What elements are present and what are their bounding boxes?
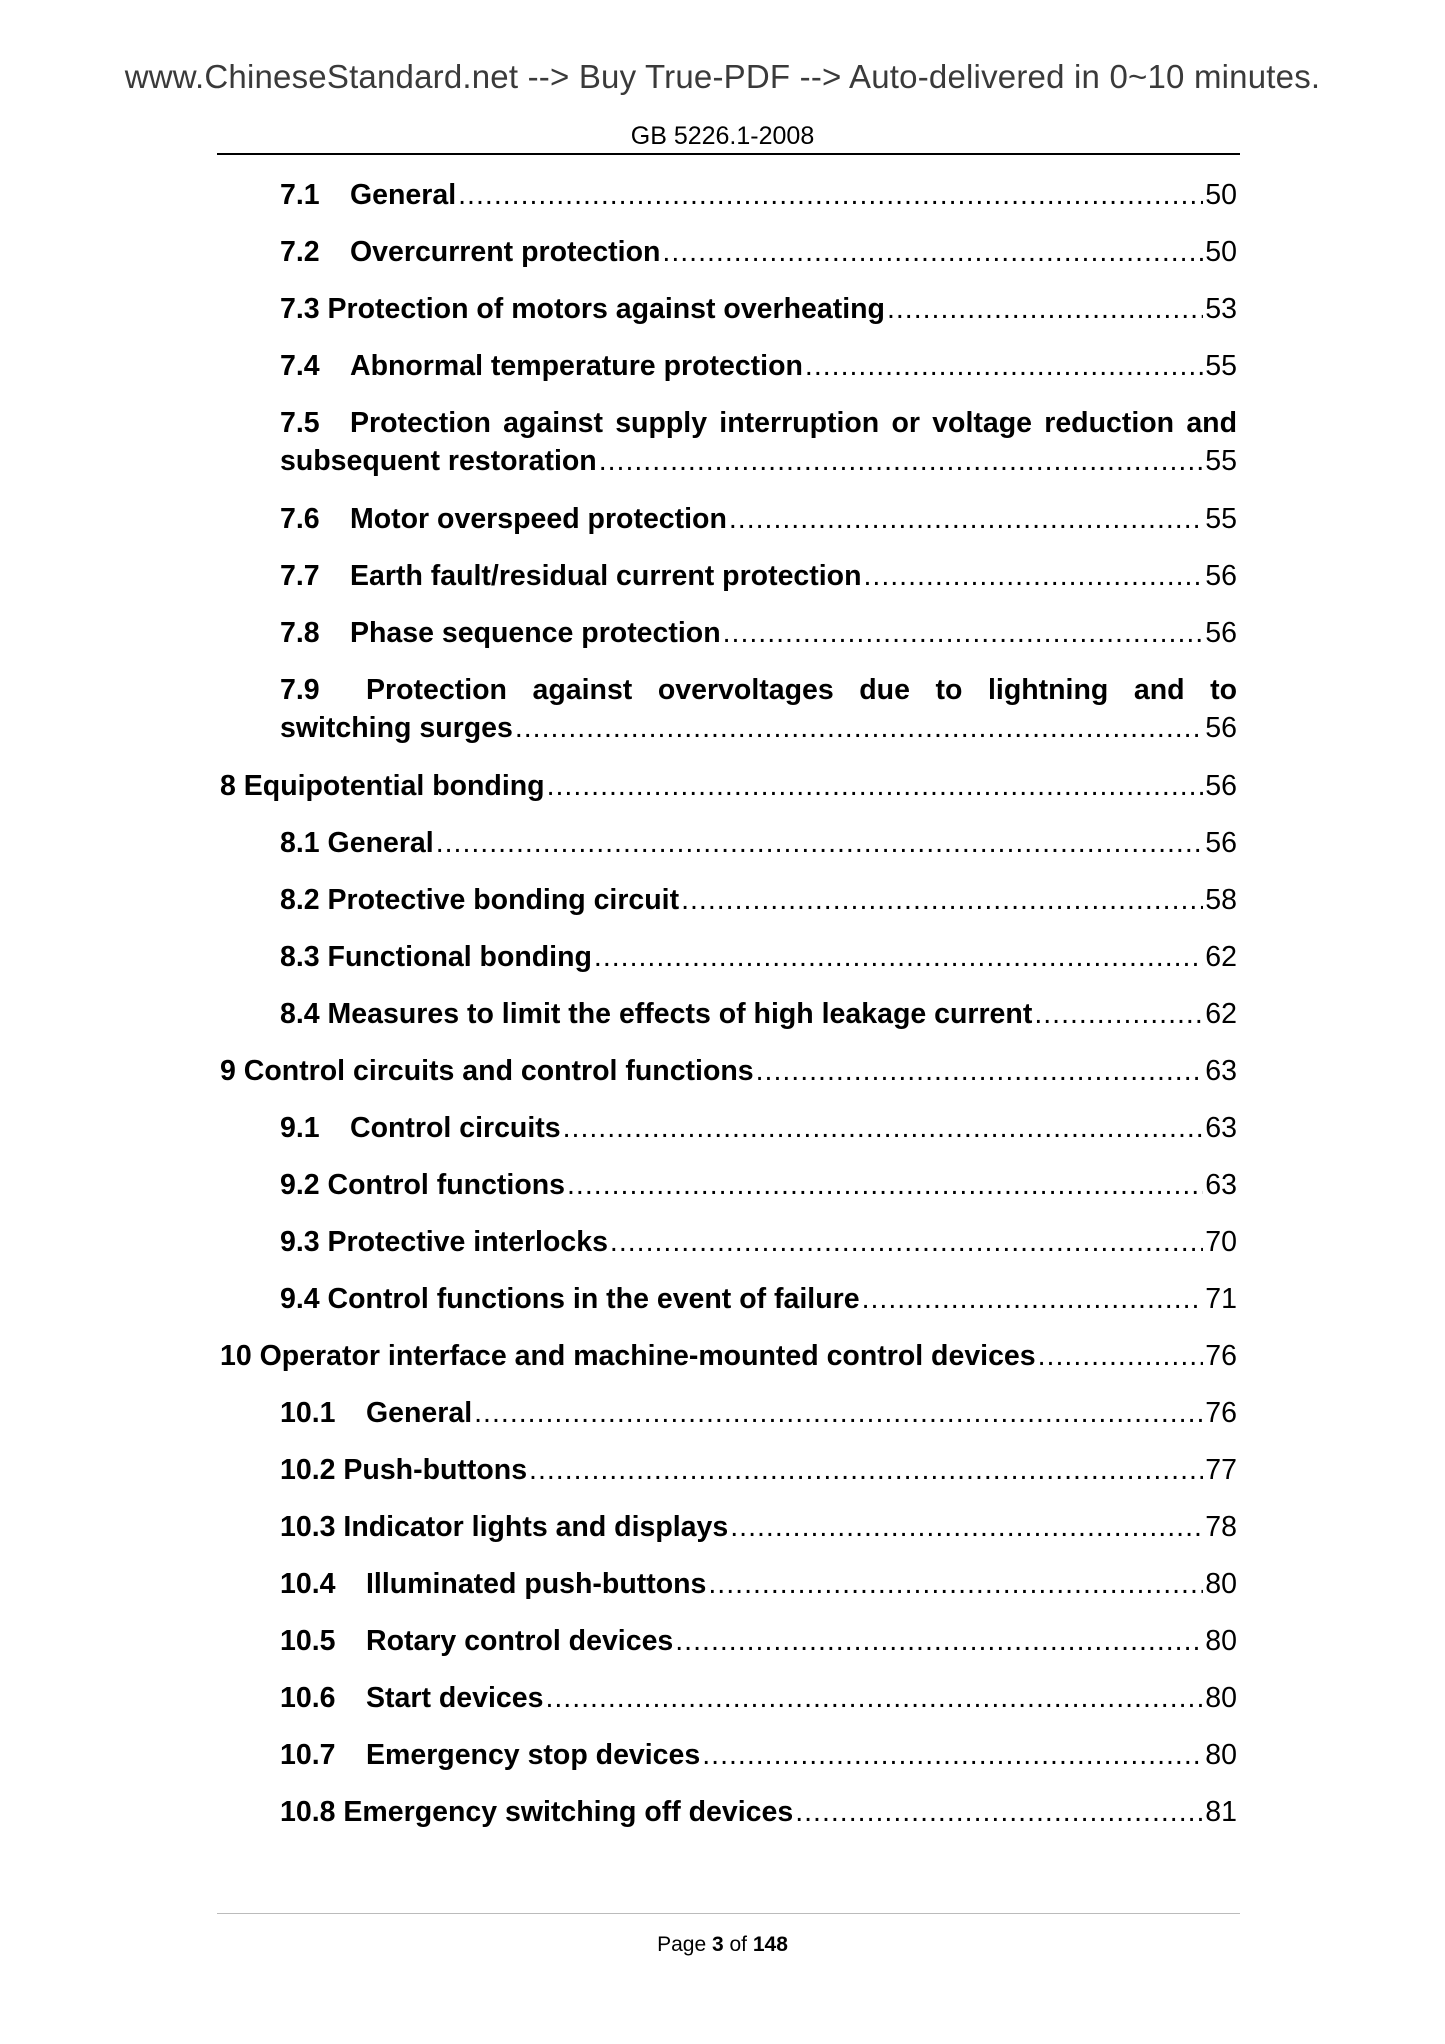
page-current: 3 [711, 1933, 724, 1956]
leader-dots [515, 709, 1203, 747]
toc-page: 78 [1205, 1511, 1237, 1543]
toc-page: 80 [1205, 1625, 1237, 1657]
leader-dots [1038, 1337, 1204, 1375]
toc-entry-9-4[interactable]: 9.4 Control functions in the event of failure ..... 71 [280, 1280, 1237, 1318]
toc-entry-10-7[interactable]: 10.7 Emergency stop devices ..... 80 [280, 1736, 1237, 1774]
leader-dots [545, 1679, 1203, 1717]
toc-page: 77 [1205, 1454, 1237, 1486]
toc-entry-7-8[interactable]: 7.8 Phase sequence protection ..... 56 [280, 614, 1237, 652]
toc-entry-7-6[interactable]: 7.6 Motor overspeed protection ..... 55 [280, 500, 1237, 538]
toc-entry-9-2[interactable]: 9.2 Control functions ..... 63 [280, 1166, 1237, 1204]
toc-entry-10-3[interactable]: 10.3 Indicator lights and displays ..... 78 [280, 1508, 1237, 1546]
toc-title: Overcurrent protection [350, 236, 661, 268]
page-of: of [729, 1933, 748, 1956]
leader-dots [599, 442, 1204, 480]
toc-entry-9-3[interactable]: 9.3 Protective interlocks ..... 70 [280, 1223, 1237, 1261]
toc-title-line2: switching surges [280, 712, 513, 744]
toc-page: 63 [1205, 1112, 1237, 1144]
leader-dots [887, 290, 1203, 328]
toc-title: Abnormal temperature protection [350, 350, 803, 382]
toc-entry-8-4[interactable]: 8.4 Measures to limit the effects of high leakage current ..... 62 [280, 995, 1237, 1033]
page-label: Page [657, 1933, 707, 1956]
toc-title: Control functions in the event of failure [327, 1283, 860, 1315]
leader-dots [474, 1394, 1203, 1432]
toc-title: Push-buttons [343, 1454, 528, 1486]
toc-page: 55 [1205, 445, 1237, 477]
source-banner: www.ChineseStandard.net --> Buy True-PDF --> Auto-delivered in 0~10 minutes. [124, 58, 1321, 95]
toc-entry-7-4[interactable]: 7.4 Abnormal temperature protection ..... 55 [280, 347, 1237, 385]
toc-title: Illuminated push-buttons [366, 1568, 707, 1600]
leader-dots [547, 767, 1204, 805]
toc-title: Equipotential bonding [243, 770, 545, 802]
toc-title: General [327, 827, 434, 859]
toc-page: 62 [1205, 998, 1237, 1030]
footer-rule [217, 1913, 1240, 1914]
toc-title: Operator interface and machine-mounted control devices [259, 1340, 1036, 1372]
toc-entry-10-4[interactable]: 10.4 Illuminated push-buttons ..... 80 [280, 1565, 1237, 1603]
toc-page: 76 [1205, 1397, 1237, 1429]
toc-page: 56 [1205, 560, 1237, 592]
toc-page: 70 [1205, 1226, 1237, 1258]
toc-entry-7-5[interactable]: 7.5 Protection against supply interruption or voltage reduction and subsequent restoration ..... 55 [280, 404, 1237, 480]
toc-title: Indicator lights and displays [343, 1511, 729, 1543]
toc-entry-7-1[interactable]: 7.1 General ..... 50 [280, 176, 1237, 214]
toc-page: 55 [1205, 503, 1237, 535]
toc-title: Phase sequence protection [350, 617, 721, 649]
toc-page: 50 [1205, 179, 1237, 211]
leader-dots [594, 938, 1203, 976]
leader-dots [864, 557, 1204, 595]
toc-page: 76 [1205, 1340, 1237, 1372]
standard-number: GB 5226.1-2008 [630, 122, 815, 150]
toc-title: Measures to limit the effects of high leakage current [327, 998, 1033, 1030]
leader-dots [458, 176, 1203, 214]
toc-title: Control functions [327, 1169, 566, 1201]
leader-dots [567, 1166, 1203, 1204]
toc-page: 62 [1205, 941, 1237, 973]
leader-dots [730, 1508, 1203, 1546]
toc-page: 56 [1205, 617, 1237, 649]
leader-dots [708, 1565, 1203, 1603]
leader-dots [675, 1622, 1203, 1660]
toc-page: 63 [1205, 1055, 1237, 1087]
toc-title: General [350, 179, 457, 211]
toc-entry-8-3[interactable]: 8.3 Functional bonding ..... 62 [280, 938, 1237, 976]
toc-entry-8-2[interactable]: 8.2 Protective bonding circuit ..... 58 [280, 881, 1237, 919]
leader-dots [723, 614, 1204, 652]
page-footer [0, 1933, 1445, 1957]
toc-title: Control circuits and control functions [243, 1055, 754, 1087]
toc-page: 53 [1205, 293, 1237, 325]
toc-title: Protection of motors against overheating [327, 293, 885, 325]
page-total: 148 [752, 1933, 788, 1956]
leader-dots [795, 1793, 1203, 1831]
toc-entry-9[interactable]: 9 Control circuits and control functions ..... 63 [220, 1052, 1237, 1090]
toc-page: 80 [1205, 1568, 1237, 1600]
toc-entry-7-2[interactable]: 7.2 Overcurrent protection ..... 50 [280, 233, 1237, 271]
toc-title: Start devices [366, 1682, 544, 1714]
toc-entry-10-1[interactable]: 10.1 General ..... 76 [280, 1394, 1237, 1432]
toc-entry-10-6[interactable]: 10.6 Start devices ..... 80 [280, 1679, 1237, 1717]
toc-title-line2: subsequent restoration [280, 445, 597, 477]
leader-dots [436, 824, 1204, 862]
leader-dots [862, 1280, 1204, 1318]
toc-page: 58 [1205, 884, 1237, 916]
toc-title: Emergency switching off devices [343, 1796, 794, 1828]
toc-title: Protective bonding circuit [327, 884, 680, 916]
toc-title: Protective interlocks [327, 1226, 608, 1258]
toc-title-line1: Protection against supply interruption or voltage reduction and [350, 407, 1237, 439]
leader-dots [681, 881, 1203, 919]
toc-page: 80 [1205, 1682, 1237, 1714]
toc-page: 71 [1205, 1283, 1237, 1315]
toc-entry-7-9[interactable]: 7.9 Protection against overvoltages due to lightning and to switching surges ..... 56 [280, 671, 1237, 747]
toc-title: Functional bonding [327, 941, 592, 973]
toc-page: 56 [1205, 770, 1237, 802]
toc-entry-10-8[interactable]: 10.8 Emergency switching off devices ..... 81 [280, 1793, 1237, 1831]
toc-page: 80 [1205, 1739, 1237, 1771]
toc-title: Earth fault/residual current protection [350, 560, 862, 592]
toc-page: 56 [1205, 827, 1237, 859]
leader-dots [729, 500, 1203, 538]
toc-entry-8[interactable]: 8 Equipotential bonding ..... 56 [220, 767, 1237, 805]
toc-title-line1: Protection against overvoltages due to lightning and to [366, 674, 1237, 706]
toc-entry-7-3[interactable]: 7.3 Protection of motors against overheating ..... 53 [280, 290, 1237, 328]
toc-title: General [366, 1397, 473, 1429]
toc-entry-8-1[interactable]: 8.1 General ..... 56 [280, 824, 1237, 862]
leader-dots [662, 233, 1203, 271]
toc-title: Rotary control devices [366, 1625, 674, 1657]
leader-dots [563, 1109, 1204, 1147]
toc-page: 50 [1205, 236, 1237, 268]
leader-dots [756, 1052, 1204, 1090]
toc-page: 81 [1205, 1796, 1237, 1828]
toc-title: Control circuits [350, 1112, 561, 1144]
toc-page: 63 [1205, 1169, 1237, 1201]
toc-title: Motor overspeed protection [350, 503, 727, 535]
leader-dots [805, 347, 1203, 385]
leader-dots [610, 1223, 1203, 1261]
toc-entry-10[interactable]: 10 Operator interface and machine-mounted control devices ..... 76 [220, 1337, 1237, 1375]
leader-dots [529, 1451, 1203, 1489]
toc-page: 55 [1205, 350, 1237, 382]
leader-dots [702, 1736, 1203, 1774]
toc-entry-9-1[interactable]: 9.1 Control circuits ..... 63 [280, 1109, 1237, 1147]
toc-entry-10-2[interactable]: 10.2 Push-buttons ..... 77 [280, 1451, 1237, 1489]
toc-entry-10-5[interactable]: 10.5 Rotary control devices ..... 80 [280, 1622, 1237, 1660]
toc-entry-7-7[interactable]: 7.7 Earth fault/residual current protection ..... 56 [280, 557, 1237, 595]
toc-page: 56 [1205, 712, 1237, 744]
leader-dots [1034, 995, 1203, 1033]
toc-title: Emergency stop devices [366, 1739, 701, 1771]
header-rule [217, 153, 1240, 155]
